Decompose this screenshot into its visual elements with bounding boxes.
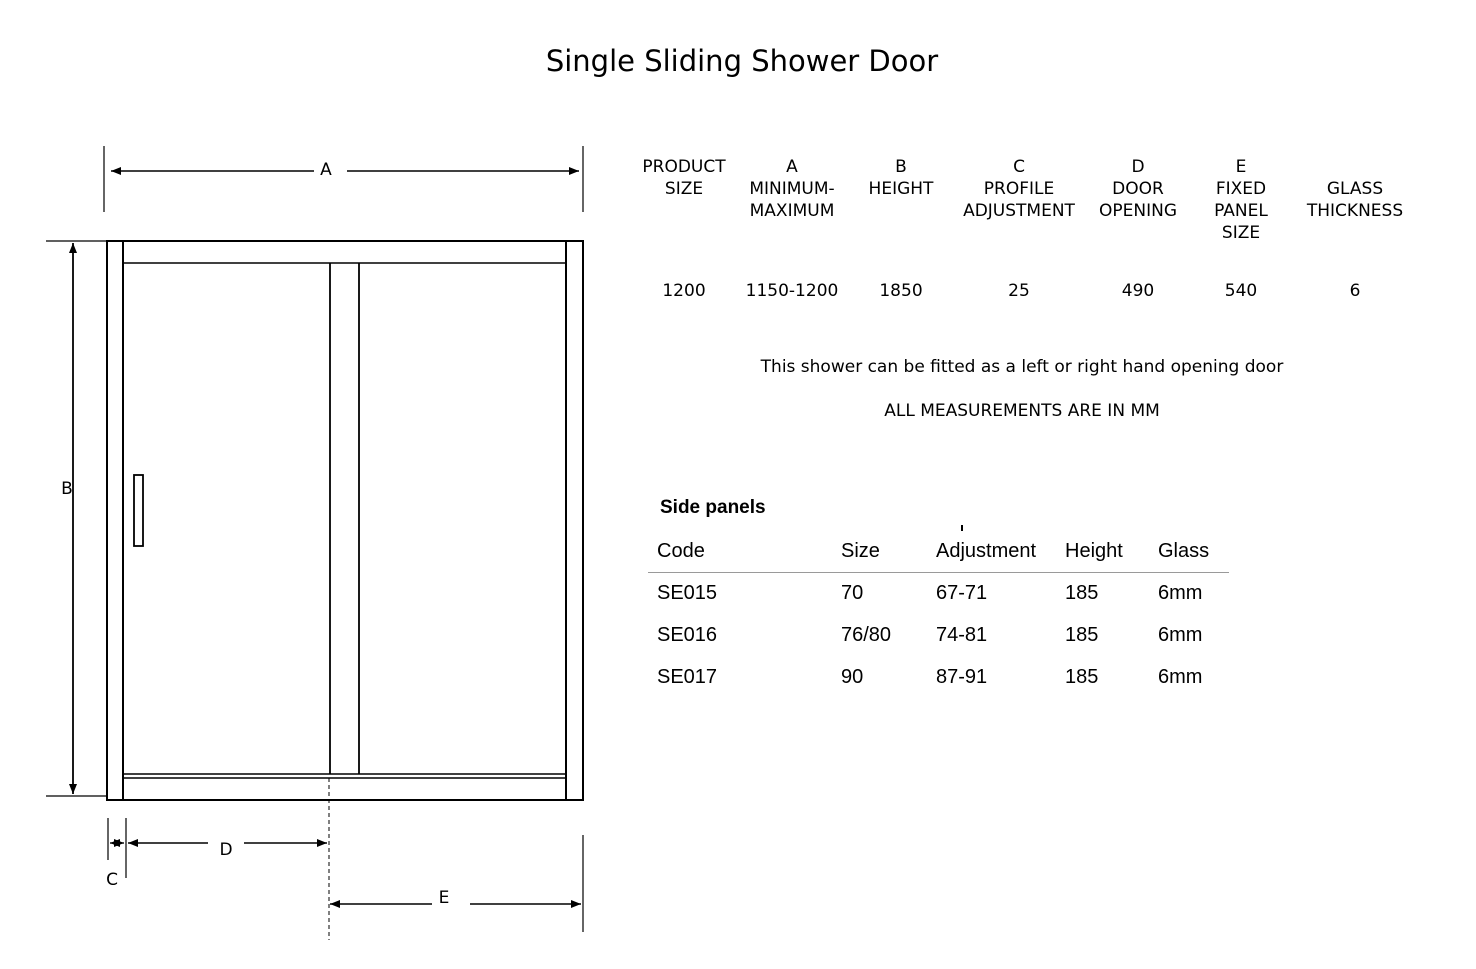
shower-door-diagram (0, 0, 620, 969)
dimension-d-label: D (219, 840, 233, 860)
side-panels-header-glass: Glass (1158, 540, 1210, 562)
table-cell-size: 90 (841, 666, 864, 688)
spec-value-d: 490 (1121, 281, 1155, 301)
table-cell-code: SE015 (657, 582, 718, 604)
table-cell-height: 185 (1065, 666, 1099, 688)
spec-header-a: A MINIMUM- MAXIMUM (749, 157, 835, 221)
table-cell-glass: 6mm (1158, 666, 1203, 688)
dimension-a (104, 146, 583, 212)
dimension-e-label: E (438, 888, 450, 908)
spec-value-e: 540 (1224, 281, 1258, 301)
dimension-b (46, 241, 106, 796)
door-panel-divider (330, 263, 359, 774)
table-cell-size: 70 (841, 582, 864, 604)
table-cell-glass: 6mm (1158, 582, 1203, 604)
side-panels-header-rule (648, 572, 1229, 573)
side-panels-header-code: Code (657, 540, 705, 562)
spec-header-d: D DOOR OPENING (1099, 157, 1177, 221)
dimension-d (128, 840, 327, 860)
spec-header-glass: GLASS THICKNESS (1306, 179, 1404, 221)
page-title: Single Sliding Shower Door (545, 44, 939, 78)
side-panels-header-height: Height (1065, 540, 1123, 562)
dimension-e (330, 835, 583, 932)
table-cell-adjustment: 67-71 (936, 582, 988, 604)
side-panels-header-size: Size (841, 540, 880, 562)
units-note: ALL MEASUREMENTS ARE IN MM (884, 401, 1160, 421)
table-cell-size: 76/80 (841, 624, 892, 646)
spec-header-product-size: PRODUCT SIZE (642, 157, 726, 199)
table-cell-adjustment: 74-81 (936, 624, 988, 646)
door-handle (134, 475, 143, 546)
table-cell-adjustment: 87-91 (936, 666, 988, 688)
table-cell-height: 185 (1065, 624, 1099, 646)
spec-header-b: B HEIGHT (868, 157, 934, 199)
spec-value-b: 1850 (879, 281, 923, 301)
spec-header-c: C PROFILE ADJUSTMENT (963, 157, 1075, 221)
spec-value-glass: 6 (1349, 281, 1361, 301)
spec-value-c: 25 (1008, 281, 1030, 301)
fitting-note: This shower can be fitted as a left or right hand opening door (760, 357, 1284, 377)
stray-mark (961, 525, 963, 531)
door-frame (107, 241, 583, 800)
dimension-a-label: A (320, 160, 332, 180)
side-panels-title: Side panels (660, 497, 766, 518)
spec-header-e: E FIXED PANEL SIZE (1214, 157, 1268, 243)
side-panels-header-adjustment: Adjustment (936, 540, 1037, 562)
table-cell-glass: 6mm (1158, 624, 1203, 646)
dimension-c-label: C (106, 870, 118, 890)
table-cell-height: 185 (1065, 582, 1099, 604)
dimension-b-label: B (61, 479, 73, 499)
table-cell-code: SE017 (657, 666, 718, 688)
spec-value-product-size: 1200 (662, 281, 706, 301)
table-cell-code: SE016 (657, 624, 718, 646)
spec-value-a: 1150-1200 (745, 281, 839, 301)
dimension-c (106, 818, 126, 890)
